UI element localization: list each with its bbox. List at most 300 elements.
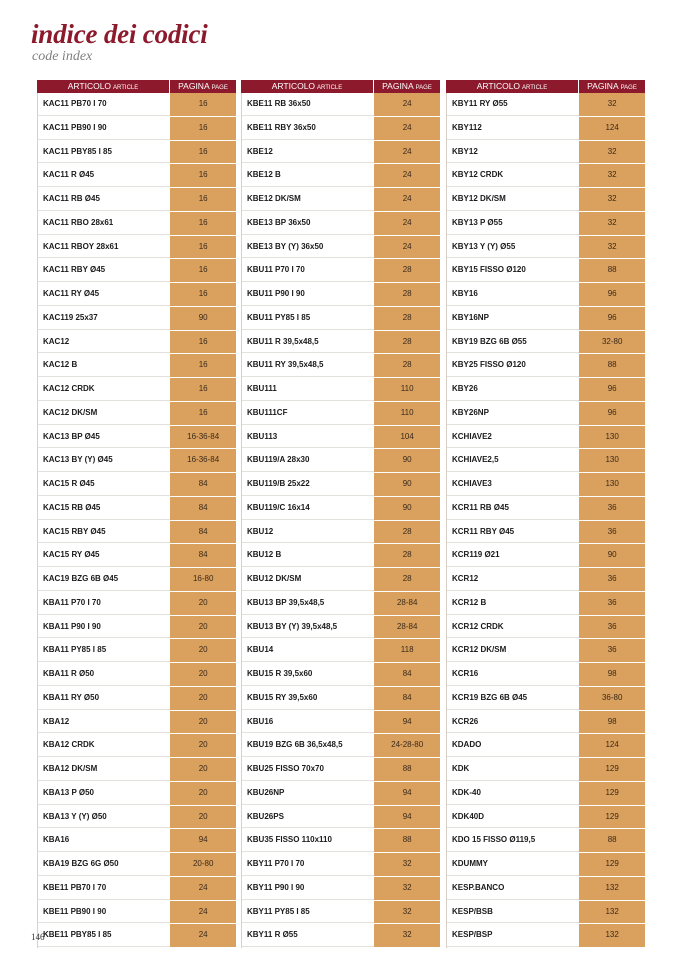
page-reference: 16	[170, 259, 236, 282]
page-reference: 32	[374, 901, 440, 924]
article-code: KBA12	[38, 711, 170, 734]
page-reference: 16	[170, 117, 236, 140]
table-row	[242, 188, 440, 212]
page-reference: 84	[374, 663, 440, 686]
table-body	[446, 93, 645, 948]
article-code: KBY15 FISSO Ø120	[447, 259, 579, 282]
page-reference: 28	[374, 307, 440, 330]
table-row	[38, 473, 236, 497]
page-reference: 16	[170, 283, 236, 306]
article-code: KCR119 Ø21	[447, 544, 579, 567]
article-code: KBY13 Y (Y) Ø55	[447, 236, 579, 259]
table-row	[242, 616, 440, 640]
table-row	[242, 378, 440, 402]
page-reference: 130	[579, 449, 645, 472]
article-code: KCR12	[447, 568, 579, 591]
page-reference: 28	[374, 259, 440, 282]
table-row	[242, 117, 440, 141]
page-reference: 16-80	[170, 568, 236, 591]
table-row	[242, 426, 440, 450]
article-header-sublabel: ARTICLE	[113, 85, 139, 91]
page-reference: 24	[170, 924, 236, 947]
article-code: KBU11 PY85 I 85	[242, 307, 374, 330]
article-code: KBY25 FISSO Ø120	[447, 354, 579, 377]
article-code: KAC13 BY (Y) Ø45	[38, 449, 170, 472]
page-reference: 16	[170, 378, 236, 401]
article-code: KAC12 CRDK	[38, 378, 170, 401]
table-row	[38, 901, 236, 925]
table-row	[447, 283, 645, 307]
page-column-header	[374, 80, 440, 93]
article-code: KESP/BSB	[447, 901, 579, 924]
page-reference: 129	[579, 853, 645, 876]
table-row	[447, 853, 645, 877]
table-row	[447, 141, 645, 165]
table-row	[38, 663, 236, 687]
page-reference: 90	[374, 497, 440, 520]
table-row	[38, 93, 236, 117]
article-code: KBY11 P90 I 90	[242, 877, 374, 900]
page-reference: 28-84	[374, 616, 440, 639]
page-reference: 32	[579, 236, 645, 259]
table-row	[447, 544, 645, 568]
table-row	[38, 378, 236, 402]
table-row	[38, 806, 236, 830]
page-reference: 36	[579, 497, 645, 520]
article-code: KBU26NP	[242, 782, 374, 805]
page-reference: 96	[579, 378, 645, 401]
page-header-sublabel: PAGE	[620, 85, 637, 91]
table-row	[447, 829, 645, 853]
table-row	[242, 236, 440, 260]
table-row	[447, 402, 645, 426]
article-code: KCR16	[447, 663, 579, 686]
article-code: KBU11 P70 I 70	[242, 259, 374, 282]
page-reference: 24	[374, 141, 440, 164]
table-row	[242, 568, 440, 592]
article-code: KAC15 R Ø45	[38, 473, 170, 496]
table-row	[447, 354, 645, 378]
article-code: KBE11 PB70 I 70	[38, 877, 170, 900]
table-header	[446, 80, 645, 93]
table-row	[447, 592, 645, 616]
article-code: KBY11 RY Ø55	[447, 93, 579, 116]
table-row	[242, 901, 440, 925]
table-row	[447, 663, 645, 687]
article-code: KCR11 RB Ø45	[447, 497, 579, 520]
page-reference: 20	[170, 806, 236, 829]
table-row	[38, 188, 236, 212]
table-row	[38, 616, 236, 640]
table-row	[242, 829, 440, 853]
table-row	[38, 853, 236, 877]
index-column-1	[37, 80, 236, 948]
article-code: KAC15 RY Ø45	[38, 544, 170, 567]
page-reference: 24	[374, 236, 440, 259]
page-reference: 16	[170, 354, 236, 377]
table-row	[242, 711, 440, 735]
article-code: KAC11 RBOY 28x61	[38, 236, 170, 259]
article-code: KAC11 PB90 I 90	[38, 117, 170, 140]
page-reference: 32	[374, 877, 440, 900]
page-reference: 110	[374, 378, 440, 401]
article-header-sublabel: ARTICLE	[317, 85, 343, 91]
table-row	[242, 687, 440, 711]
table-row	[38, 568, 236, 592]
table-row	[242, 924, 440, 948]
page-reference: 24	[170, 877, 236, 900]
article-code: KDADO	[447, 734, 579, 757]
page-reference: 20	[170, 616, 236, 639]
article-header-label: ARTICOLO	[271, 81, 316, 91]
article-code: KBY12	[447, 141, 579, 164]
table-row	[38, 544, 236, 568]
table-row	[447, 117, 645, 141]
article-code: KDK40D	[447, 806, 579, 829]
index-column-2	[241, 80, 440, 948]
table-row	[447, 449, 645, 473]
page-reference: 96	[579, 402, 645, 425]
table-row	[447, 924, 645, 948]
page-title: indice dei codici	[31, 19, 208, 49]
article-code: KBA19 BZG 6G Ø50	[38, 853, 170, 876]
page-header-sublabel: PAGE	[415, 85, 432, 91]
article-code: KBA12 CRDK	[38, 734, 170, 757]
page-reference: 129	[579, 782, 645, 805]
table-row	[447, 568, 645, 592]
table-body	[37, 93, 236, 948]
table-row	[242, 283, 440, 307]
page-reference: 20-80	[170, 853, 236, 876]
page-reference: 94	[374, 806, 440, 829]
article-code: KBU12 DK/SM	[242, 568, 374, 591]
page-reference: 24-28-80	[374, 734, 440, 757]
page-reference: 88	[374, 758, 440, 781]
article-code: KCR26	[447, 711, 579, 734]
page-reference: 36	[579, 521, 645, 544]
index-column-3	[446, 80, 645, 948]
article-code: KBY11 R Ø55	[242, 924, 374, 947]
page-reference: 20	[170, 663, 236, 686]
article-code: KBU26PS	[242, 806, 374, 829]
page-reference: 20	[170, 711, 236, 734]
table-row	[38, 164, 236, 188]
article-code: KBU15 R 39,5x60	[242, 663, 374, 686]
table-row	[38, 259, 236, 283]
article-header-label: ARTICOLO	[67, 81, 112, 91]
article-code: KBU12	[242, 521, 374, 544]
table-row	[447, 331, 645, 355]
table-row	[38, 354, 236, 378]
table-row	[242, 592, 440, 616]
article-code: KBU12 B	[242, 544, 374, 567]
table-row	[242, 331, 440, 355]
table-row	[38, 829, 236, 853]
table-row	[242, 449, 440, 473]
article-code: KCR12 CRDK	[447, 616, 579, 639]
page-reference: 90	[374, 473, 440, 496]
article-code: KDK-40	[447, 782, 579, 805]
table-row	[447, 426, 645, 450]
article-code: KBE11 RBY 36x50	[242, 117, 374, 140]
page-reference: 24	[374, 93, 440, 116]
article-header-label: ARTICOLO	[476, 81, 521, 91]
table-row	[447, 734, 645, 758]
table-row	[447, 521, 645, 545]
article-code: KBU11 RY 39,5x48,5	[242, 354, 374, 377]
page-reference: 94	[374, 782, 440, 805]
table-row	[38, 782, 236, 806]
table-row	[242, 307, 440, 331]
table-row	[38, 687, 236, 711]
table-row	[38, 924, 236, 948]
page-reference: 130	[579, 473, 645, 496]
page-reference: 124	[579, 117, 645, 140]
table-row	[242, 212, 440, 236]
page-reference: 98	[579, 663, 645, 686]
page-reference: 90	[170, 307, 236, 330]
table-row	[38, 734, 236, 758]
page-reference: 28	[374, 331, 440, 354]
table-row	[38, 331, 236, 355]
page-reference: 28-84	[374, 592, 440, 615]
article-code: KCR11 RBY Ø45	[447, 521, 579, 544]
article-code: KBA13 P Ø50	[38, 782, 170, 805]
article-column-header	[241, 80, 374, 93]
article-code: KAC12 B	[38, 354, 170, 377]
article-column-header	[446, 80, 579, 93]
table-row	[447, 711, 645, 735]
article-code: KBA11 RY Ø50	[38, 687, 170, 710]
article-code: KCR12 DK/SM	[447, 639, 579, 662]
page-header-label: PAGINA	[587, 81, 619, 91]
table-row	[447, 806, 645, 830]
article-code: KBA11 R Ø50	[38, 663, 170, 686]
page-reference: 20	[170, 639, 236, 662]
article-code: KBU11 R 39,5x48,5	[242, 331, 374, 354]
table-row	[242, 853, 440, 877]
article-code: KAC13 BP Ø45	[38, 426, 170, 449]
page-reference: 110	[374, 402, 440, 425]
table-row	[38, 592, 236, 616]
page-reference: 28	[374, 568, 440, 591]
page-reference: 24	[374, 188, 440, 211]
page-reference: 36	[579, 568, 645, 591]
page-reference: 124	[579, 734, 645, 757]
table-row	[242, 141, 440, 165]
table-row	[242, 354, 440, 378]
page-subtitle: code index	[32, 49, 93, 64]
article-code: KAC11 R Ø45	[38, 164, 170, 187]
page-reference: 24	[374, 164, 440, 187]
page-reference: 118	[374, 639, 440, 662]
page-reference: 32	[579, 93, 645, 116]
article-code: KBU19 BZG 6B 36,5x48,5	[242, 734, 374, 757]
table-row	[447, 236, 645, 260]
table-row	[38, 877, 236, 901]
table-row	[38, 758, 236, 782]
table-row	[447, 616, 645, 640]
table-row	[242, 639, 440, 663]
article-code: KAC19 BZG 6B Ø45	[38, 568, 170, 591]
table-row	[38, 212, 236, 236]
page-reference: 36	[579, 616, 645, 639]
page-reference: 16	[170, 402, 236, 425]
article-code: KBA11 PY85 I 85	[38, 639, 170, 662]
page-reference: 96	[579, 307, 645, 330]
article-code: KBA12 DK/SM	[38, 758, 170, 781]
article-code: KBY11 P70 I 70	[242, 853, 374, 876]
page-reference: 16	[170, 236, 236, 259]
article-code: KBE11 PBY85 I 85	[38, 924, 170, 947]
table-row	[38, 426, 236, 450]
article-code: KDO 15 FISSO Ø119,5	[447, 829, 579, 852]
table-row	[38, 497, 236, 521]
page-reference: 36	[579, 592, 645, 615]
table-row	[38, 402, 236, 426]
article-code: KBY19 BZG 6B Ø55	[447, 331, 579, 354]
page-reference: 88	[579, 829, 645, 852]
table-row	[447, 901, 645, 925]
page-header-sublabel: PAGE	[211, 85, 228, 91]
page-reference: 88	[374, 829, 440, 852]
table-body	[241, 93, 440, 948]
page-number: 146	[31, 932, 45, 942]
page-reference: 16	[170, 331, 236, 354]
article-code: KESP.BANCO	[447, 877, 579, 900]
table-row	[38, 141, 236, 165]
table-row	[242, 544, 440, 568]
article-code: KBY16	[447, 283, 579, 306]
article-code: KAC12	[38, 331, 170, 354]
article-code: KBA13 Y (Y) Ø50	[38, 806, 170, 829]
page-reference: 16	[170, 164, 236, 187]
article-code: KAC12 DK/SM	[38, 402, 170, 425]
article-code: KAC15 RBY Ø45	[38, 521, 170, 544]
article-code: KBU14	[242, 639, 374, 662]
table-header	[37, 80, 236, 93]
article-code: KBE12	[242, 141, 374, 164]
table-row	[242, 877, 440, 901]
article-code: KAC11 RBO 28x61	[38, 212, 170, 235]
table-row	[447, 497, 645, 521]
page-header-label: PAGINA	[178, 81, 210, 91]
page-reference: 132	[579, 877, 645, 900]
table-row	[447, 212, 645, 236]
page-reference: 104	[374, 426, 440, 449]
table-row	[38, 449, 236, 473]
table-row	[242, 164, 440, 188]
page-reference: 36-80	[579, 687, 645, 710]
article-code: KDK	[447, 758, 579, 781]
article-code: KBU119/C 16x14	[242, 497, 374, 520]
page-reference: 88	[579, 259, 645, 282]
article-code: KDUMMY	[447, 853, 579, 876]
article-code: KAC11 PBY85 I 85	[38, 141, 170, 164]
article-code: KCHIAVE2	[447, 426, 579, 449]
table-row	[242, 782, 440, 806]
article-code: KBE12 DK/SM	[242, 188, 374, 211]
table-row	[242, 758, 440, 782]
article-code: KCR19 BZG 6B Ø45	[447, 687, 579, 710]
table-row	[447, 259, 645, 283]
page-reference: 96	[579, 283, 645, 306]
article-code: KAC11 PB70 I 70	[38, 93, 170, 116]
page-reference: 90	[374, 449, 440, 472]
page-reference: 94	[374, 711, 440, 734]
page-reference: 94	[170, 829, 236, 852]
table-row	[447, 639, 645, 663]
article-code: KBU15 RY 39,5x60	[242, 687, 374, 710]
article-header-sublabel: ARTICLE	[522, 85, 548, 91]
article-code: KBA16	[38, 829, 170, 852]
article-code: KAC15 RB Ø45	[38, 497, 170, 520]
page-reference: 20	[170, 687, 236, 710]
article-code: KBA11 P90 I 90	[38, 616, 170, 639]
article-code: KBY11 PY85 I 85	[242, 901, 374, 924]
page-reference: 16-36-84	[170, 426, 236, 449]
page-reference: 84	[170, 521, 236, 544]
page-reference: 24	[170, 901, 236, 924]
article-code: KBU119/B 25x22	[242, 473, 374, 496]
table-row	[242, 663, 440, 687]
article-code: KBY112	[447, 117, 579, 140]
page-reference: 32	[374, 924, 440, 947]
article-code: KBE11 RB 36x50	[242, 93, 374, 116]
article-code: KBY26	[447, 378, 579, 401]
page-reference: 20	[170, 592, 236, 615]
page-reference: 32	[579, 212, 645, 235]
table-row	[38, 283, 236, 307]
table-row	[447, 473, 645, 497]
page-reference: 84	[170, 544, 236, 567]
page-reference: 32	[374, 853, 440, 876]
page-reference: 132	[579, 901, 645, 924]
table-row	[447, 307, 645, 331]
page-reference: 84	[170, 473, 236, 496]
page-column-header	[579, 80, 645, 93]
table-row	[447, 188, 645, 212]
article-code: KBU16	[242, 711, 374, 734]
page-reference: 32	[579, 164, 645, 187]
article-code: KBU111CF	[242, 402, 374, 425]
page-reference: 20	[170, 758, 236, 781]
article-code: KBU11 P90 I 90	[242, 283, 374, 306]
page-reference: 16	[170, 141, 236, 164]
article-code: KBY16NP	[447, 307, 579, 330]
article-code: KCHIAVE3	[447, 473, 579, 496]
page-reference: 20	[170, 734, 236, 757]
page-reference: 129	[579, 806, 645, 829]
article-code: KAC11 RY Ø45	[38, 283, 170, 306]
article-code: KBE12 B	[242, 164, 374, 187]
article-code: KBU111	[242, 378, 374, 401]
table-row	[242, 521, 440, 545]
article-code: KBE13 BY (Y) 36x50	[242, 236, 374, 259]
table-row	[38, 521, 236, 545]
page-reference: 90	[579, 544, 645, 567]
page-reference: 132	[579, 924, 645, 947]
table-row	[447, 378, 645, 402]
article-code: KBY13 P Ø55	[447, 212, 579, 235]
page-reference: 20	[170, 782, 236, 805]
table-row	[242, 259, 440, 283]
page-reference: 16	[170, 188, 236, 211]
table-row	[447, 782, 645, 806]
page-reference: 16-36-84	[170, 449, 236, 472]
page-reference: 32	[579, 141, 645, 164]
table-row	[242, 473, 440, 497]
